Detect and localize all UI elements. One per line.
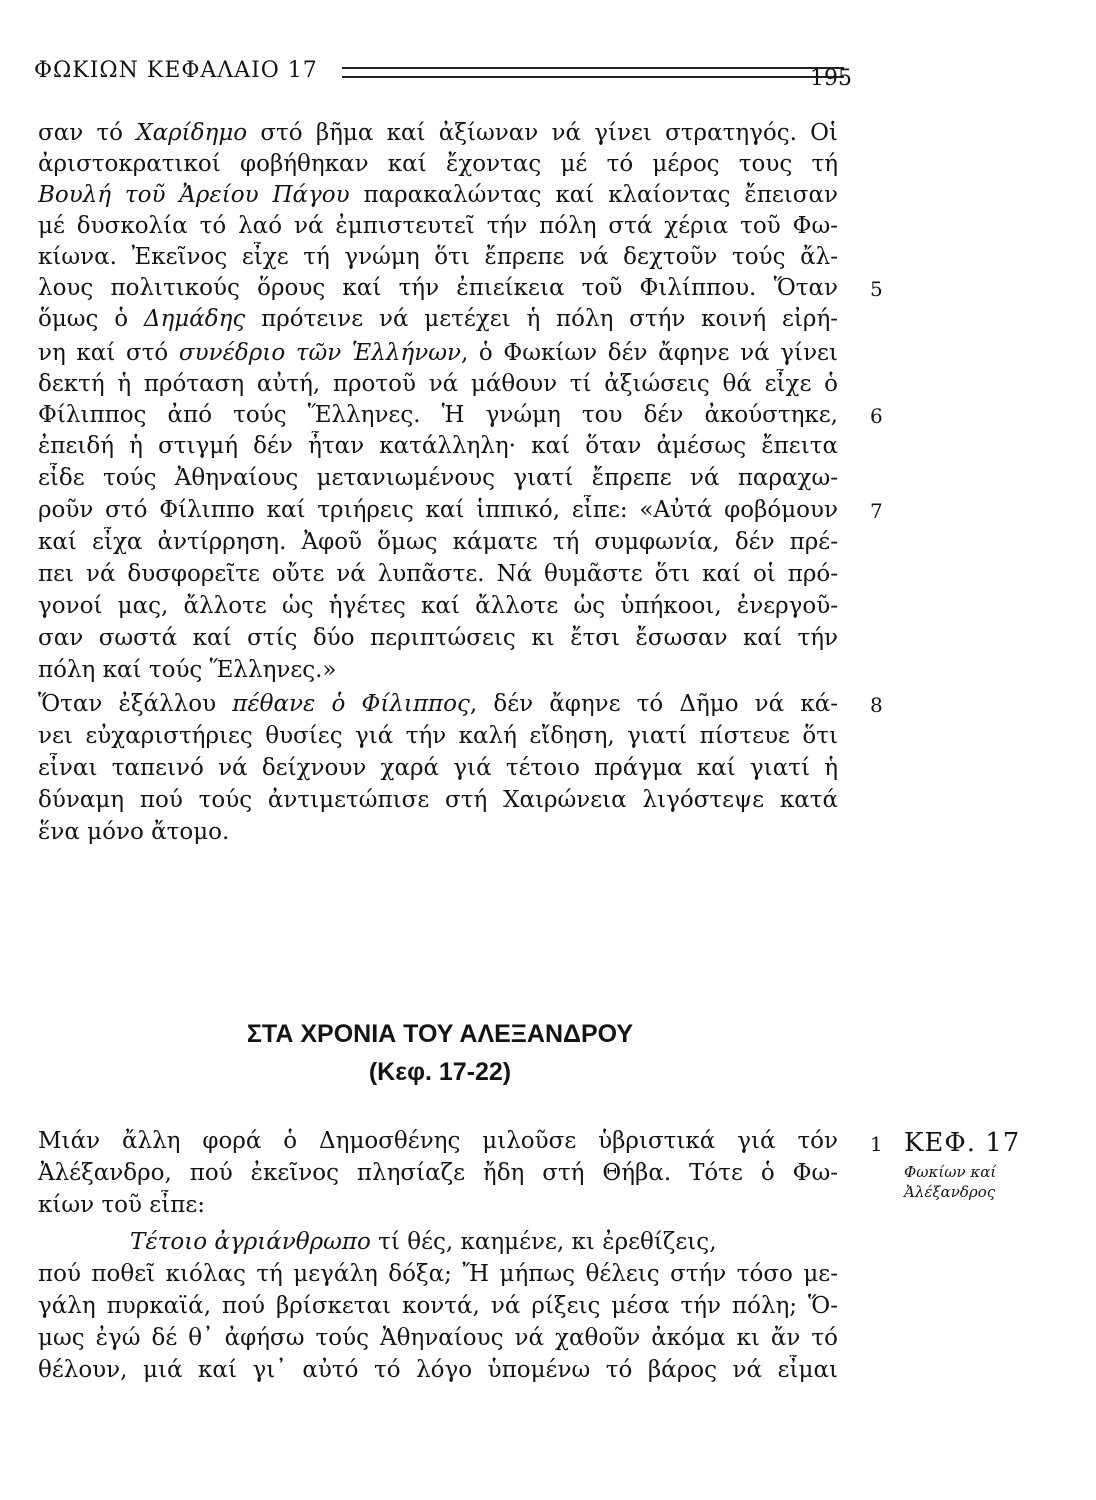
text-line: Μιάν ἄλλη φορά ὁ Δημοσθένης μιλοῦσε ὑβριστικά γιά τόν: [38, 1128, 838, 1154]
section-heading: ΣΤΑ ΧΡΟΝΙΑ ΤΟΥ ΑΛΕΞΑΝΔΡΟΥ: [246, 1020, 634, 1048]
sidenote-title: ΚΕΦ. 17: [904, 1128, 1021, 1158]
text-line: καί εἶχα ἀντίρρηση. Ἀφοῦ ὅμως κάματε τή συμφωνία, δέν πρέ-: [38, 529, 838, 555]
text-line: θέλουν, μιά καί γι᾿ αὐτό τό λόγο ὑπομένω τό βάρος νά εἶμαι: [38, 1357, 838, 1383]
text-line: δύναμη πού τούς ἀντιμετώπισε στή Χαιρώνεια λιγόστεψε κατά: [38, 787, 838, 813]
text-line: πει νά δυσφορεῖτε οὔτε νά λυπᾶστε. Νά θυμᾶστε ὅτι καί οἱ πρό-: [38, 561, 838, 587]
text-line: νει εὐχαριστήριες θυσίες γιά τήν καλή εἴδηση, γιατί πίστευε ὅτι: [38, 723, 838, 749]
text-line: λους πολιτικούς ὅρους καί τήν ἐπιείκεια τοῦ Φιλίππου. Ὅταν: [38, 275, 838, 301]
text-line: Φίλιππος ἀπό τούς Ἕλληνες. Ἡ γνώμη του δέν ἀκούστηκε,: [38, 402, 838, 428]
sidenote-line: Ἀλέξανδρος: [904, 1183, 996, 1201]
margin-number: 6: [870, 404, 883, 428]
text-line: ἕνα μόνο ἄτομο.: [38, 819, 230, 845]
text-line: Βουλή τοῦ Ἀρείου Πάγου παρακαλώντας καί κλαίοντας ἔπεισαν: [38, 182, 838, 208]
text-line: μως ἐγώ δέ θ᾿ ἀφήσω τούς Ἀθηναίους νά χαθοῦν ἀκόμα κι ἄν τό: [38, 1325, 838, 1351]
margin-number: 1: [870, 1132, 883, 1156]
text-line: σαν τό Χαρίδημο στό βῆμα καί ἀξίωναν νά γίνει στρατηγός. Οἱ: [38, 120, 838, 146]
text-line: γάλη πυρκαϊά, πού βρίσκεται κοντά, νά ρίξεις μέσα τήν πόλη; Ὅ-: [38, 1293, 838, 1319]
text-line: γονοί μας, ἄλλοτε ὡς ἡγέτες καί ἄλλοτε ὡς ὑπήκοοι, ἐνεργοῦ-: [38, 593, 838, 619]
text-line: κίωνα. Ἐκεῖνος εἶχε τή γνώμη ὅτι ἔπρεπε νά δεχτοῦν τούς ἄλ-: [38, 244, 838, 270]
running-title: ΦΩΚΙΩΝ ΚΕΦΑΛΑΙΟ 17: [34, 58, 318, 83]
header-rule: [342, 67, 844, 78]
text-line: ροῦν στό Φίλιππο καί τριήρεις καί ἱππικό, εἶπε: «Αὐτά φοβόμουν: [38, 497, 838, 523]
text-line: πόλη καί τούς Ἕλληνες.»: [38, 657, 337, 683]
page-header: [34, 58, 864, 94]
text-line: ἐπειδή ἡ στιγμή δέν ἦταν κατάλληλη· καί ὅταν ἀμέσως ἔπειτα: [38, 433, 838, 459]
sidenote-line: Φωκίων καί: [904, 1163, 997, 1181]
text-line: μέ δυσκολία τό λαό νά ἐμπιστευτεῖ τήν πόλη στά χέρια τοῦ Φω-: [38, 213, 838, 239]
text-line: κίων τοῦ εἶπε:: [38, 1192, 206, 1218]
section-subheading: (Κεφ. 17-22): [368, 1058, 512, 1086]
text-line: εἶδε τούς Ἀθηναίους μετανιωμένους γιατί ἔπρεπε νά παραχω-: [38, 465, 838, 491]
text-line: ἀριστοκρατικοί φοβήθηκαν καί ἔχοντας μέ τό μέρος τους τή: [38, 151, 838, 177]
margin-number: 5: [870, 277, 883, 301]
text-line: ὅμως ὁ Δημάδης πρότεινε νά μετέχει ἡ πόλη στήν κοινή εἰρή-: [38, 306, 838, 332]
margin-number: 8: [870, 693, 883, 717]
text-line: σαν σωστά καί στίς δύο περιπτώσεις κι ἔτσι ἔσωσαν καί τήν: [38, 625, 838, 651]
text-line: δεκτή ἡ πρόταση αὐτή, προτοῦ νά μάθουν τί ἀξιώσεις θά εἶχε ὁ: [38, 371, 838, 397]
text-line: πού ποθεῖ κιόλας τή μεγάλη δόξα; Ἤ μήπως θέλεις στήν τόσο με-: [38, 1261, 838, 1287]
page-number: 195: [810, 66, 852, 91]
text-line: εἶναι ταπεινό νά δείχνουν χαρά γιά τέτοιο πράγμα καί γιατί ἡ: [38, 755, 838, 781]
margin-number: 7: [870, 499, 883, 523]
text-line: Ἀλέξανδρο, πού ἐκεῖνος πλησίαζε ἤδη στή Θήβα. Τότε ὁ Φω-: [38, 1160, 838, 1186]
text-line: Τέτοιο ἀγριάνθρωπο τί θές, καημένε, κι ἐρεθίζεις,: [130, 1229, 717, 1255]
text-line: Ὅταν ἐξάλλου πέθανε ὁ Φίλιππος, δέν ἄφηνε τό Δῆμο νά κά-: [38, 691, 838, 717]
text-line: νη καί στό συνέδριο τῶν Ἑλλήνων, ὁ Φωκίων δέν ἄφηνε νά γίνει: [38, 340, 838, 366]
